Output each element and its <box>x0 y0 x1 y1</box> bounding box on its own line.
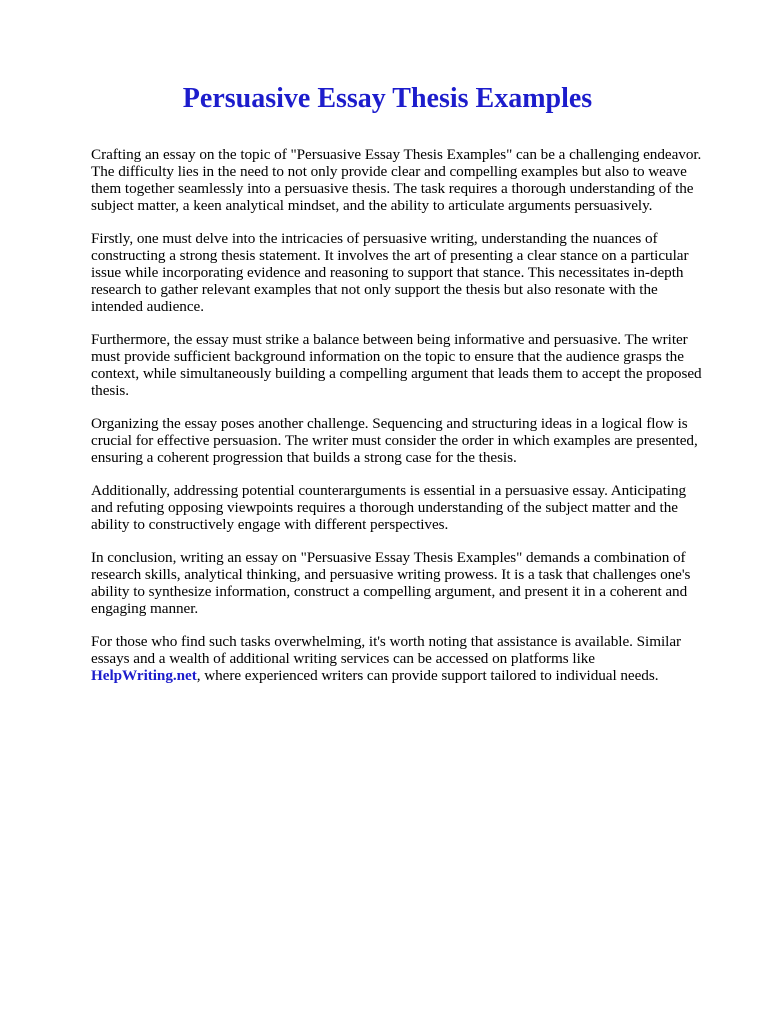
helpwriting-link[interactable]: HelpWriting.net <box>91 667 197 684</box>
closing-text-before-link: For those who find such tasks overwhelming, it's worth noting that assistance is available. Similar essays and a wealth of additional writing services can be accessed on platforms like <box>91 633 682 667</box>
closing-text-after-link: , where experienced writers can provide support tailored to individual needs. <box>196 667 659 684</box>
paragraph-conclusion: In conclusion, writing an essay on "Persuasive Essay Thesis Examples" demands a combination of research skills, analytical thinking, and persuasive writing prowess. It is a task that challenges one's ability to synthesize information, construct a compelling argument, and present it in a coherent and engaging manner. <box>91 549 691 617</box>
paragraph-intro: Crafting an essay on the topic of "Persuasive Essay Thesis Examples" can be a challenging endeavor. The difficulty lies in the need to not only provide clear and compelling examples but also to weave them together seamlessly into a persuasive thesis. The task requires a thorough understanding of the subject matter, a keen analytical mindset, and the ability to articulate arguments persuasively. <box>91 146 702 214</box>
paragraph-counterarguments: Additionally, addressing potential counterarguments is essential in a persuasive essay. Anticipating and refuting opposing viewpoints requires a thorough understanding of the subject matter and the ability to constructively engage with different perspectives. <box>91 482 687 533</box>
paragraph-furthermore: Furthermore, the essay must strike a balance between being informative and persuasive. The writer must provide sufficient background information on the topic to ensure that the audience grasps the context, while simultaneously building a compelling argument that leads them to accept the proposed thesis. <box>91 331 702 399</box>
paragraph-closing <box>91 633 704 684</box>
page-title: Persuasive Essay Thesis Examples <box>182 83 593 114</box>
document-body <box>91 146 704 684</box>
paragraph-firstly: Firstly, one must delve into the intricacies of persuasive writing, understanding the nuances of constructing a strong thesis statement. It involves the art of presenting a clear stance on a particular issue while incorporating evidence and reasoning to support that stance. This necessitates in-depth research to gather relevant examples that not only support the thesis but also resonate with the intended audience. <box>91 230 689 315</box>
paragraph-organizing: Organizing the essay poses another challenge. Sequencing and structuring ideas in a logical flow is crucial for effective persuasion. The writer must consider the order in which examples are presented, ensuring a coherent progression that builds a strong case for the thesis. <box>91 415 698 466</box>
